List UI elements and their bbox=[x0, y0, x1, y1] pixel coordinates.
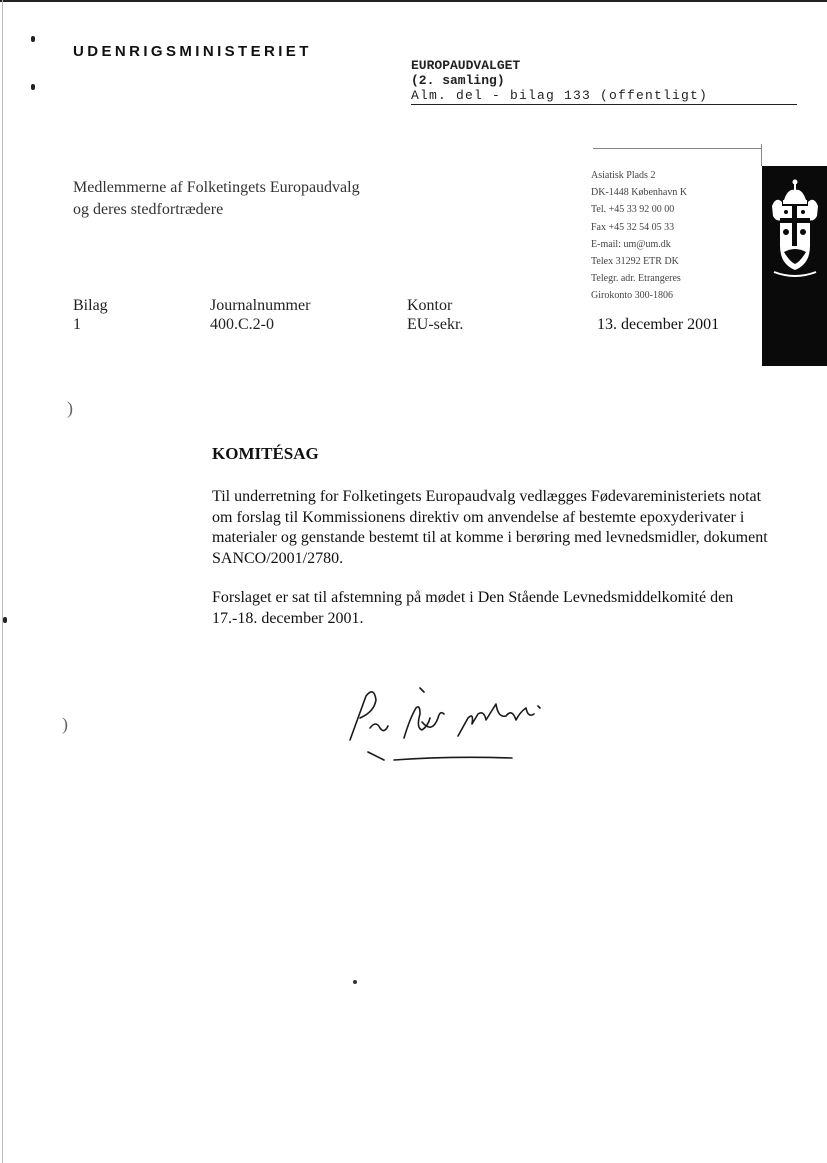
stamp-committee: EUROPAUDVALGET bbox=[411, 58, 521, 73]
scan-top-edge bbox=[0, 0, 827, 2]
contact-telex: Telex 31292 ETR DK bbox=[591, 256, 679, 268]
archive-stamp bbox=[411, 58, 708, 103]
stamp-session: (2. samling) bbox=[411, 73, 505, 88]
contact-telegram: Telegr. adr. Etrangeres bbox=[591, 273, 681, 285]
punch-mark bbox=[3, 617, 7, 623]
margin-bracket: ) bbox=[62, 714, 68, 734]
scan-left-edge bbox=[2, 0, 3, 1163]
letter-date: 13. december 2001 bbox=[597, 316, 720, 333]
recipient-line-1: Medlemmerne af Folketingets Europaudvalg bbox=[73, 179, 360, 196]
contact-fax: Fax +45 32 54 05 33 bbox=[591, 221, 675, 233]
body-paragraph-1: Til underretning for Folketingets Europaudvalg vedlægges Fødevareministeriets notat om forslag til Kommissionens direktiv om anvendelse af bestemte epoxyderivater i materialer og genstande bestemt til at komme i berøring med levnedsmidler, dokument SANCO/2001/2780. bbox=[212, 488, 768, 567]
contact-giro: Girokonto 300-1806 bbox=[591, 290, 673, 302]
scan-speck bbox=[353, 980, 357, 984]
contact-email: E-mail: um@um.dk bbox=[591, 238, 671, 250]
bilag-value: 1 bbox=[73, 316, 81, 333]
contact-city: DK-1448 København K bbox=[591, 187, 688, 199]
royal-crest-icon bbox=[770, 176, 820, 286]
contact-block bbox=[591, 167, 687, 305]
punch-mark bbox=[31, 84, 35, 90]
body-paragraph-2: Forslaget er sat til afstemning på mødet i Den Stående Levnedsmiddelkomité den 17.-18. december 2001. bbox=[212, 589, 734, 627]
stamp-reference: Alm. del - bilag 133 (offentligt) bbox=[411, 88, 709, 103]
recipient-block bbox=[73, 177, 360, 221]
contact-divider-vertical bbox=[761, 144, 762, 166]
punch-mark bbox=[31, 36, 35, 42]
contact-divider bbox=[593, 148, 761, 149]
handwritten-signature bbox=[340, 678, 570, 773]
journal-label: Journalnummer bbox=[210, 297, 311, 314]
journal-value: 400.C.2-0 bbox=[210, 316, 274, 333]
margin-bracket: ) bbox=[67, 398, 73, 418]
ministry-name: UDENRIGSMINISTERIET bbox=[73, 43, 312, 60]
recipient-line-2: og deres stedfortrædere bbox=[73, 201, 224, 218]
stamp-underline bbox=[411, 104, 797, 105]
subject-heading: KOMITÉSAG bbox=[212, 444, 319, 463]
kontor-value: EU-sekr. bbox=[407, 316, 464, 333]
contact-address: Asiatisk Plads 2 bbox=[591, 170, 656, 181]
contact-tel: Tel. +45 33 92 00 00 bbox=[591, 204, 675, 216]
kontor-label: Kontor bbox=[407, 297, 453, 314]
bilag-label: Bilag bbox=[73, 297, 108, 314]
